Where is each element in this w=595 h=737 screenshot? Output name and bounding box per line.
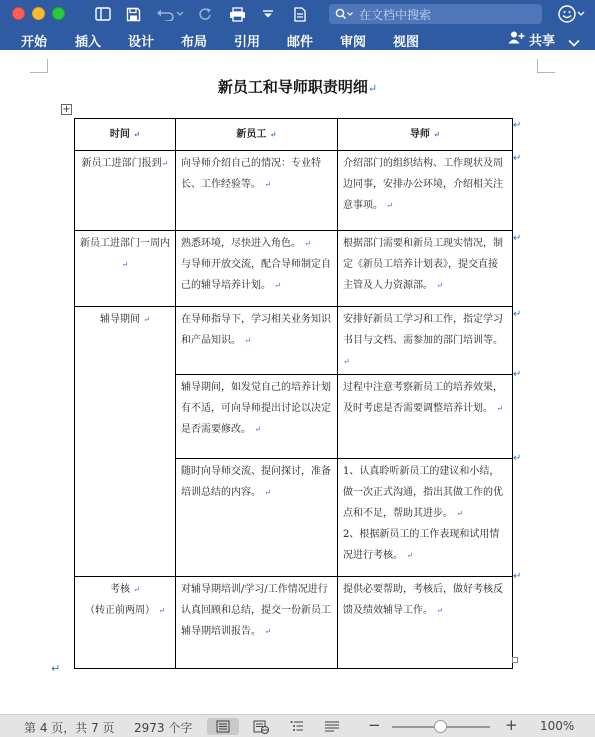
document-icon[interactable] xyxy=(292,4,308,24)
tab-mailings[interactable]: 邮件 xyxy=(287,35,314,50)
web-layout-view-icon[interactable] xyxy=(252,718,270,737)
row-end-mark-icon: ↵ xyxy=(513,571,522,582)
save-icon[interactable] xyxy=(124,4,142,24)
cell-mentor[interactable]: 安排好新员工学习和工作，指定学习书目与文档、需参加的部门培训等。 ↵ xyxy=(338,307,513,375)
outline-view-icon[interactable] xyxy=(289,718,305,737)
header-time: 时间 ↵ xyxy=(75,119,176,151)
zoom-window-button[interactable] xyxy=(52,7,65,20)
draft-view-icon[interactable] xyxy=(324,718,340,737)
header-employee: 新员工 ↵ xyxy=(176,119,338,151)
close-window-button[interactable] xyxy=(12,7,25,20)
title-bar xyxy=(0,0,595,28)
word-count[interactable]: 2973 个字 xyxy=(134,721,193,735)
cell-time[interactable]: 新员工进部门一周内↵ xyxy=(75,231,176,307)
cell-mentor[interactable]: 1、认真聆听新员工的建议和小结，做一次正式沟通，指出其做工作的优点和不足，帮助其进步。 ↵ 2、根据新员工的工作表现和试用情况进行考核。 ↵ xyxy=(338,459,513,577)
tab-insert[interactable]: 插入 xyxy=(75,35,102,50)
responsibility-table xyxy=(74,118,513,669)
table-row xyxy=(75,231,513,307)
paragraph-mark-icon: ↵ xyxy=(367,82,378,95)
add-person-icon xyxy=(508,31,525,48)
tab-view[interactable]: 视图 xyxy=(393,35,420,50)
feedback-smiley-icon[interactable] xyxy=(558,4,586,28)
tab-layout[interactable]: 布局 xyxy=(181,35,208,50)
zoom-slider-knob[interactable] xyxy=(434,720,447,733)
cell-mentor[interactable]: 介绍部门的组织结构、工作现状及周边同事，安排办公环境，介绍相关注意事项。 ↵ xyxy=(338,151,513,231)
ribbon-tabs xyxy=(0,28,595,50)
search-icon xyxy=(335,5,353,24)
zoom-level[interactable]: 100% xyxy=(540,719,575,733)
row-end-mark-icon: ↵ xyxy=(513,309,522,320)
cell-employee[interactable]: 在导师指导下，学习相关业务知识和产品知识。 ↵ xyxy=(176,307,338,375)
cell-mentor[interactable]: 根据部门需要和新员工现实情况，制定《新员工培养计划表》，提交直接主管及人力资源部。 ↵ xyxy=(338,231,513,307)
zoom-out-button[interactable]: − xyxy=(368,716,381,734)
table-row xyxy=(75,307,513,375)
page-count[interactable]: 第 4 页，共 7 页 xyxy=(24,721,115,735)
share-label: 共享 xyxy=(529,34,556,49)
search-input[interactable] xyxy=(329,4,542,24)
cell-mentor[interactable]: 过程中注意考察新员工的培养效果，及时考虑是否需要调整培养计划。 ↵ xyxy=(338,375,513,459)
cell-employee[interactable]: 辅导期间，如发觉自己的培养计划有不适，可向导师提出讨论以决定是否需要修改。 ↵ xyxy=(176,375,338,459)
tab-review[interactable]: 审阅 xyxy=(340,35,367,50)
customize-toolbar-icon[interactable] xyxy=(262,4,274,24)
document-page[interactable] xyxy=(0,50,595,714)
document-title: 新员工和导师职责明细↵ xyxy=(217,78,378,96)
redo-icon[interactable] xyxy=(197,4,213,24)
cell-employee[interactable]: 熟悉环境，尽快进入角色。 ↵ 与导师开放交流，配合导师制定自己的辅导培养计划。 ↵ xyxy=(176,231,338,307)
row-end-mark-icon: ↵ xyxy=(513,369,522,380)
crop-mark-top-right xyxy=(537,59,555,73)
cell-time[interactable]: 新员工进部门报到↵ xyxy=(75,151,176,231)
tab-home[interactable]: 开始 xyxy=(21,35,48,50)
cell-employee[interactable]: 向导师介绍自己的情况：专业特长、工作经验等。 ↵ xyxy=(176,151,338,231)
table-row xyxy=(75,151,513,231)
print-icon[interactable] xyxy=(228,4,246,24)
cell-employee[interactable]: 随时向导师交流、提问探讨，准备培训总结的内容。 ↵ xyxy=(176,459,338,577)
share-button[interactable] xyxy=(508,30,555,49)
paragraph-mark-icon: ↵ xyxy=(51,662,61,675)
zoom-in-button[interactable]: + xyxy=(505,716,518,734)
sidebar-toggle-icon[interactable] xyxy=(94,4,112,24)
table-header-row xyxy=(75,119,513,151)
search-placeholder: 在文档中搜索 xyxy=(359,7,432,22)
row-end-mark-icon: ↵ xyxy=(513,453,522,464)
header-mentor: 导师 ↵ xyxy=(338,119,513,151)
minimize-window-button[interactable] xyxy=(32,7,45,20)
table-row xyxy=(75,577,513,669)
cell-time[interactable]: 辅导期间 ↵ xyxy=(75,307,176,577)
row-end-mark-icon: ↵ xyxy=(513,120,522,131)
tab-references[interactable]: 引用 xyxy=(234,35,261,50)
row-end-mark-icon: ↵ xyxy=(513,153,522,164)
cell-employee[interactable]: 对辅导期培训/学习/工作情况进行认真回顾和总结，提交一份新员工辅导期培训报告。 ↵ xyxy=(176,577,338,669)
row-end-mark-icon: ↵ xyxy=(513,233,522,244)
cell-mentor[interactable]: 提供必要帮助，考核后，做好考核反馈及绩效辅导工作。 ↵ xyxy=(338,577,513,669)
status-bar xyxy=(0,714,595,737)
undo-icon[interactable] xyxy=(155,4,185,24)
print-layout-view-icon[interactable] xyxy=(207,718,239,735)
crop-mark-top-left xyxy=(30,59,48,73)
tab-design[interactable]: 设计 xyxy=(128,35,155,50)
cell-time[interactable]: 考核 ↵ （转正前两周） ↵ xyxy=(75,577,176,669)
table-move-handle-icon[interactable]: + xyxy=(62,104,71,115)
table-resize-handle[interactable] xyxy=(512,657,518,663)
